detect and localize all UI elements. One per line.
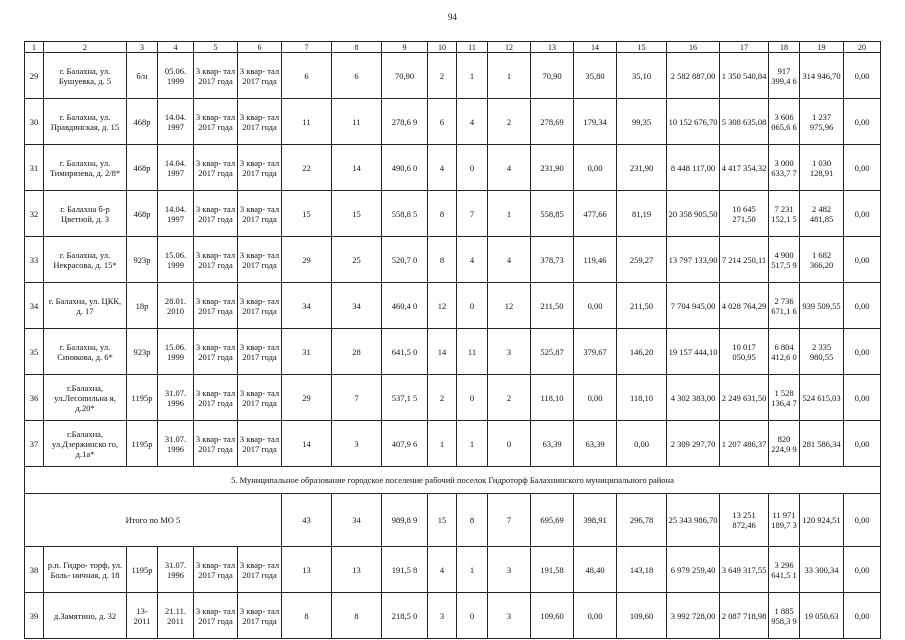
cell-c18: 6 804 412,6 0 (769, 329, 800, 375)
cell-c9: 520,7 0 (382, 237, 428, 283)
cell-q1: 3 квар- тал 2017 года (194, 547, 238, 593)
cell-c13: 63,39 (531, 421, 574, 467)
cell-c10: 8 (428, 191, 457, 237)
cell-c15: 231,90 (617, 145, 667, 191)
cell-date: 15.06. 1999 (158, 237, 194, 283)
cell-addr: г. Балахна б-р Цветной, д. 3 (44, 191, 127, 237)
section-row (25, 467, 881, 494)
cell-c16: 8 448 117,00 (667, 145, 720, 191)
cell-n: 31 (25, 145, 44, 191)
cell-c14: 0,00 (574, 375, 617, 421)
cell-doc: 1195р (127, 421, 158, 467)
cell-c14: 379,67 (574, 329, 617, 375)
cell-doc: 18р (127, 283, 158, 329)
header-cell: 3 (127, 42, 158, 53)
total-cell-c9: 989,8 9 (382, 494, 428, 547)
cell-q1: 3 квар- тал 2017 года (194, 421, 238, 467)
total-cell-c18: 11 971 189,7 3 (769, 494, 800, 547)
cell-c20: 0,00 (844, 375, 881, 421)
cell-c14: 0,00 (574, 593, 617, 639)
cell-c9: 490,6 0 (382, 145, 428, 191)
cell-q2: 3 квар- тал 2017 года (238, 145, 282, 191)
cell-c17: 5 308 635,08 (720, 99, 769, 145)
cell-c9: 641,5 0 (382, 329, 428, 375)
total-cell-c12: 7 (488, 494, 531, 547)
cell-c19: 2 335 980,55 (800, 329, 844, 375)
cell-c19: 19 050,63 (800, 593, 844, 639)
cell-c7: 13 (282, 547, 332, 593)
cell-c12: 3 (488, 547, 531, 593)
cell-doc: 1195р (127, 547, 158, 593)
cell-addr: г. Балахна, ул. Синякова, д. 6* (44, 329, 127, 375)
cell-c15: 0,00 (617, 421, 667, 467)
cell-c9: 218,5 0 (382, 593, 428, 639)
cell-c17: 10 017 050,95 (720, 329, 769, 375)
total-cell-c15: 296,78 (617, 494, 667, 547)
cell-c12: 3 (488, 593, 531, 639)
cell-c12: 4 (488, 145, 531, 191)
cell-c13: 118,10 (531, 375, 574, 421)
header-cell: 14 (574, 42, 617, 53)
cell-c13: 191,58 (531, 547, 574, 593)
table-row (25, 329, 881, 375)
section-title: 5. Муниципальное образование городское поселение рабочий поселок Гидроторф Балахнинского муниципального района (25, 467, 881, 494)
cell-c10: 14 (428, 329, 457, 375)
cell-date: 14.04. 1997 (158, 191, 194, 237)
cell-n: 35 (25, 329, 44, 375)
cell-c18: 7 231 152,1 5 (769, 191, 800, 237)
cell-addr: г. Балахна, ул. Правдинская, д. 15 (44, 99, 127, 145)
cell-c12: 0 (488, 421, 531, 467)
cell-date: 31.07. 1996 (158, 547, 194, 593)
header-cell: 20 (844, 42, 881, 53)
table-row (25, 99, 881, 145)
total-label: Итого по МО 5 (25, 494, 282, 547)
cell-q1: 3 квар- тал 2017 года (194, 329, 238, 375)
cell-n: 33 (25, 237, 44, 283)
cell-c10: 2 (428, 375, 457, 421)
header-cell: 16 (667, 42, 720, 53)
cell-c10: 6 (428, 99, 457, 145)
cell-c8: 14 (332, 145, 382, 191)
cell-c7: 29 (282, 375, 332, 421)
cell-q2: 3 квар- тал 2017 года (238, 237, 282, 283)
cell-q2: 3 квар- тал 2017 года (238, 53, 282, 99)
cell-c17: 1 350 540,84 (720, 53, 769, 99)
cell-c15: 211,50 (617, 283, 667, 329)
cell-q2: 3 квар- тал 2017 года (238, 547, 282, 593)
cell-date: 14.04. 1997 (158, 145, 194, 191)
header-cell: 10 (428, 42, 457, 53)
cell-c10: 12 (428, 283, 457, 329)
cell-c13: 378,73 (531, 237, 574, 283)
cell-c14: 0,00 (574, 283, 617, 329)
cell-c9: 537,1 5 (382, 375, 428, 421)
cell-c9: 460,4 0 (382, 283, 428, 329)
cell-c15: 35,10 (617, 53, 667, 99)
cell-c10: 4 (428, 547, 457, 593)
cell-c15: 118,10 (617, 375, 667, 421)
cell-c7: 14 (282, 421, 332, 467)
cell-c19: 281 586,34 (800, 421, 844, 467)
header-cell: 18 (769, 42, 800, 53)
cell-c20: 0,00 (844, 329, 881, 375)
cell-doc: 13- 2011 (127, 593, 158, 639)
cell-c11: 1 (457, 53, 488, 99)
total-cell-c7: 43 (282, 494, 332, 547)
header-cell: 6 (238, 42, 282, 53)
cell-c9: 70,90 (382, 53, 428, 99)
cell-c7: 6 (282, 53, 332, 99)
cell-c12: 3 (488, 329, 531, 375)
cell-c17: 7 214 250,11 (720, 237, 769, 283)
cell-q2: 3 квар- тал 2017 года (238, 375, 282, 421)
housing-table (24, 41, 881, 639)
cell-c16: 10 152 676,70 (667, 99, 720, 145)
cell-c17: 10 645 271,50 (720, 191, 769, 237)
page-number: 94 (448, 12, 457, 22)
total-cell-c20: 0,00 (844, 494, 881, 547)
cell-c8: 11 (332, 99, 382, 145)
cell-c18: 3 296 641,5 1 (769, 547, 800, 593)
cell-c7: 15 (282, 191, 332, 237)
header-cell: 8 (332, 42, 382, 53)
cell-addr: г. Балахна, ул. ЦКК, д. 17 (44, 283, 127, 329)
cell-q2: 3 квар- тал 2017 года (238, 191, 282, 237)
cell-addr: д.Замятино, д. 32 (44, 593, 127, 639)
cell-c18: 917 399,4 6 (769, 53, 800, 99)
cell-c20: 0,00 (844, 547, 881, 593)
cell-c18: 4 900 517,5 9 (769, 237, 800, 283)
cell-q2: 3 квар- тал 2017 года (238, 329, 282, 375)
cell-c18: 1 528 136,4 7 (769, 375, 800, 421)
cell-c11: 0 (457, 145, 488, 191)
cell-q1: 3 квар- тал 2017 года (194, 375, 238, 421)
cell-c8: 13 (332, 547, 382, 593)
cell-c11: 7 (457, 191, 488, 237)
cell-c16: 4 302 383,00 (667, 375, 720, 421)
total-cell-c16: 25 343 986,70 (667, 494, 720, 547)
cell-c15: 146,20 (617, 329, 667, 375)
total-cell-c19: 120 924,51 (800, 494, 844, 547)
cell-c19: 1 682 366,20 (800, 237, 844, 283)
cell-c7: 8 (282, 593, 332, 639)
cell-c10: 4 (428, 145, 457, 191)
cell-c14: 48,40 (574, 547, 617, 593)
cell-c7: 29 (282, 237, 332, 283)
cell-c11: 0 (457, 593, 488, 639)
cell-n: 30 (25, 99, 44, 145)
cell-doc: 923р (127, 329, 158, 375)
cell-c10: 2 (428, 53, 457, 99)
cell-date: 14.04. 1997 (158, 99, 194, 145)
table-row (25, 237, 881, 283)
cell-c20: 0,00 (844, 237, 881, 283)
cell-c7: 34 (282, 283, 332, 329)
cell-c9: 558,8 5 (382, 191, 428, 237)
cell-c12: 4 (488, 237, 531, 283)
cell-q2: 3 квар- тал 2017 года (238, 283, 282, 329)
cell-doc: 468р (127, 99, 158, 145)
cell-c13: 278,69 (531, 99, 574, 145)
cell-c14: 63,39 (574, 421, 617, 467)
cell-addr: р.п. Гидро- торф, ул. Боль- ничная, д. 18 (44, 547, 127, 593)
cell-c7: 31 (282, 329, 332, 375)
cell-c9: 278,6 9 (382, 99, 428, 145)
cell-c8: 25 (332, 237, 382, 283)
cell-c19: 1 237 975,96 (800, 99, 844, 145)
cell-c17: 2 249 631,50 (720, 375, 769, 421)
cell-q1: 3 квар- тал 2017 года (194, 53, 238, 99)
cell-c10: 1 (428, 421, 457, 467)
cell-n: 39 (25, 593, 44, 639)
cell-c16: 13 797 133,90 (667, 237, 720, 283)
header-cell: 19 (800, 42, 844, 53)
cell-c19: 314 946,70 (800, 53, 844, 99)
cell-c20: 0,00 (844, 191, 881, 237)
cell-c17: 4 417 354,32 (720, 145, 769, 191)
cell-doc: 468р (127, 191, 158, 237)
cell-c10: 3 (428, 593, 457, 639)
cell-date: 21.11. 2011 (158, 593, 194, 639)
cell-c13: 231,90 (531, 145, 574, 191)
cell-c19: 939 509,55 (800, 283, 844, 329)
cell-c11: 0 (457, 375, 488, 421)
cell-doc: 923р (127, 237, 158, 283)
cell-n: 37 (25, 421, 44, 467)
cell-q2: 3 квар- тал 2017 года (238, 99, 282, 145)
cell-c20: 0,00 (844, 53, 881, 99)
cell-c12: 1 (488, 53, 531, 99)
cell-doc: б/н (127, 53, 158, 99)
header-cell: 5 (194, 42, 238, 53)
cell-c17: 2 087 718,98 (720, 593, 769, 639)
header-cell: 9 (382, 42, 428, 53)
cell-c16: 7 704 945,00 (667, 283, 720, 329)
cell-c8: 3 (332, 421, 382, 467)
cell-c11: 1 (457, 421, 488, 467)
total-cell-c14: 398,91 (574, 494, 617, 547)
cell-c18: 3 606 065,6 6 (769, 99, 800, 145)
header-cell: 15 (617, 42, 667, 53)
total-row (25, 494, 881, 547)
cell-c14: 119,46 (574, 237, 617, 283)
cell-c16: 19 157 444,10 (667, 329, 720, 375)
cell-date: 15.06. 1999 (158, 329, 194, 375)
cell-c11: 1 (457, 547, 488, 593)
cell-c8: 6 (332, 53, 382, 99)
cell-c16: 6 979 259,40 (667, 547, 720, 593)
cell-addr: г. Балахна, ул. Тимирязева, д. 2/8* (44, 145, 127, 191)
cell-c7: 11 (282, 99, 332, 145)
cell-c13: 70,90 (531, 53, 574, 99)
cell-c19: 2 482 481,85 (800, 191, 844, 237)
cell-c13: 558,85 (531, 191, 574, 237)
table-row (25, 547, 881, 593)
cell-c9: 191,5 8 (382, 547, 428, 593)
cell-c12: 1 (488, 191, 531, 237)
cell-c8: 8 (332, 593, 382, 639)
cell-c16: 20 358 905,50 (667, 191, 720, 237)
header-row (25, 42, 881, 53)
total-cell-c11: 8 (457, 494, 488, 547)
total-cell-c13: 695,69 (531, 494, 574, 547)
cell-c11: 4 (457, 237, 488, 283)
cell-c19: 524 615,03 (800, 375, 844, 421)
cell-c8: 15 (332, 191, 382, 237)
cell-addr: г.Балахна, ул.Лесопильна я, д.20* (44, 375, 127, 421)
cell-c16: 2 309 297,70 (667, 421, 720, 467)
table-row (25, 53, 881, 99)
cell-c18: 1 885 958,3 9 (769, 593, 800, 639)
cell-c15: 259,27 (617, 237, 667, 283)
cell-c8: 28 (332, 329, 382, 375)
cell-addr: г. Балахна, ул. Некрасова, д. 15* (44, 237, 127, 283)
total-cell-c8: 34 (332, 494, 382, 547)
cell-c17: 3 649 317,55 (720, 547, 769, 593)
cell-c14: 35,80 (574, 53, 617, 99)
header-cell: 2 (44, 42, 127, 53)
cell-c16: 2 582 887,00 (667, 53, 720, 99)
table-row (25, 191, 881, 237)
cell-doc: 1195р (127, 375, 158, 421)
header-cell: 1 (25, 42, 44, 53)
cell-q1: 3 квар- тал 2017 года (194, 191, 238, 237)
cell-c17: 1 207 486,37 (720, 421, 769, 467)
total-cell-c17: 13 251 872,46 (720, 494, 769, 547)
cell-c20: 0,00 (844, 99, 881, 145)
cell-c19: 1 030 128,91 (800, 145, 844, 191)
cell-q1: 3 квар- тал 2017 года (194, 593, 238, 639)
cell-q1: 3 квар- тал 2017 года (194, 237, 238, 283)
header-cell: 13 (531, 42, 574, 53)
cell-c11: 4 (457, 99, 488, 145)
cell-date: 31.07. 1996 (158, 421, 194, 467)
cell-c18: 820 224,9 9 (769, 421, 800, 467)
cell-c14: 179,34 (574, 99, 617, 145)
cell-c14: 477,66 (574, 191, 617, 237)
cell-c15: 81,19 (617, 191, 667, 237)
cell-c20: 0,00 (844, 145, 881, 191)
cell-c15: 109,60 (617, 593, 667, 639)
cell-q1: 3 квар- тал 2017 года (194, 145, 238, 191)
table-row (25, 283, 881, 329)
table-row (25, 145, 881, 191)
cell-c8: 34 (332, 283, 382, 329)
cell-c15: 99,35 (617, 99, 667, 145)
cell-c14: 0,00 (574, 145, 617, 191)
header-cell: 11 (457, 42, 488, 53)
cell-c12: 12 (488, 283, 531, 329)
cell-q1: 3 квар- тал 2017 года (194, 283, 238, 329)
table-row (25, 421, 881, 467)
cell-addr: г. Балахна, ул. Бушуевка, д. 5 (44, 53, 127, 99)
header-cell: 12 (488, 42, 531, 53)
cell-c8: 7 (332, 375, 382, 421)
table-row (25, 593, 881, 639)
header-cell: 4 (158, 42, 194, 53)
header-cell: 17 (720, 42, 769, 53)
cell-n: 29 (25, 53, 44, 99)
cell-c15: 143,18 (617, 547, 667, 593)
cell-n: 32 (25, 191, 44, 237)
cell-c13: 525,87 (531, 329, 574, 375)
cell-c17: 4 028 764,29 (720, 283, 769, 329)
cell-q2: 3 квар- тал 2017 года (238, 593, 282, 639)
cell-c10: 8 (428, 237, 457, 283)
total-cell-c10: 15 (428, 494, 457, 547)
table-row (25, 375, 881, 421)
cell-c18: 2 736 671,1 6 (769, 283, 800, 329)
cell-c12: 2 (488, 99, 531, 145)
cell-c11: 0 (457, 283, 488, 329)
cell-n: 34 (25, 283, 44, 329)
cell-date: 31.07. 1996 (158, 375, 194, 421)
cell-c9: 407,9 6 (382, 421, 428, 467)
cell-addr: г.Балахна, ул.Дзержинско го, д.1а* (44, 421, 127, 467)
cell-date: 05.06. 1999 (158, 53, 194, 99)
cell-c7: 22 (282, 145, 332, 191)
cell-c13: 211,50 (531, 283, 574, 329)
cell-c20: 0,00 (844, 283, 881, 329)
cell-date: 28.01. 2010 (158, 283, 194, 329)
cell-c11: 11 (457, 329, 488, 375)
cell-c12: 2 (488, 375, 531, 421)
cell-doc: 468р (127, 145, 158, 191)
cell-c13: 109,60 (531, 593, 574, 639)
cell-c20: 0,00 (844, 421, 881, 467)
cell-n: 38 (25, 547, 44, 593)
cell-c19: 33 300,34 (800, 547, 844, 593)
cell-n: 36 (25, 375, 44, 421)
cell-q1: 3 квар- тал 2017 года (194, 99, 238, 145)
header-cell: 7 (282, 42, 332, 53)
cell-c16: 3 992 728,00 (667, 593, 720, 639)
cell-q2: 3 квар- тал 2017 года (238, 421, 282, 467)
cell-c20: 0,00 (844, 593, 881, 639)
cell-c18: 3 000 633,7 7 (769, 145, 800, 191)
